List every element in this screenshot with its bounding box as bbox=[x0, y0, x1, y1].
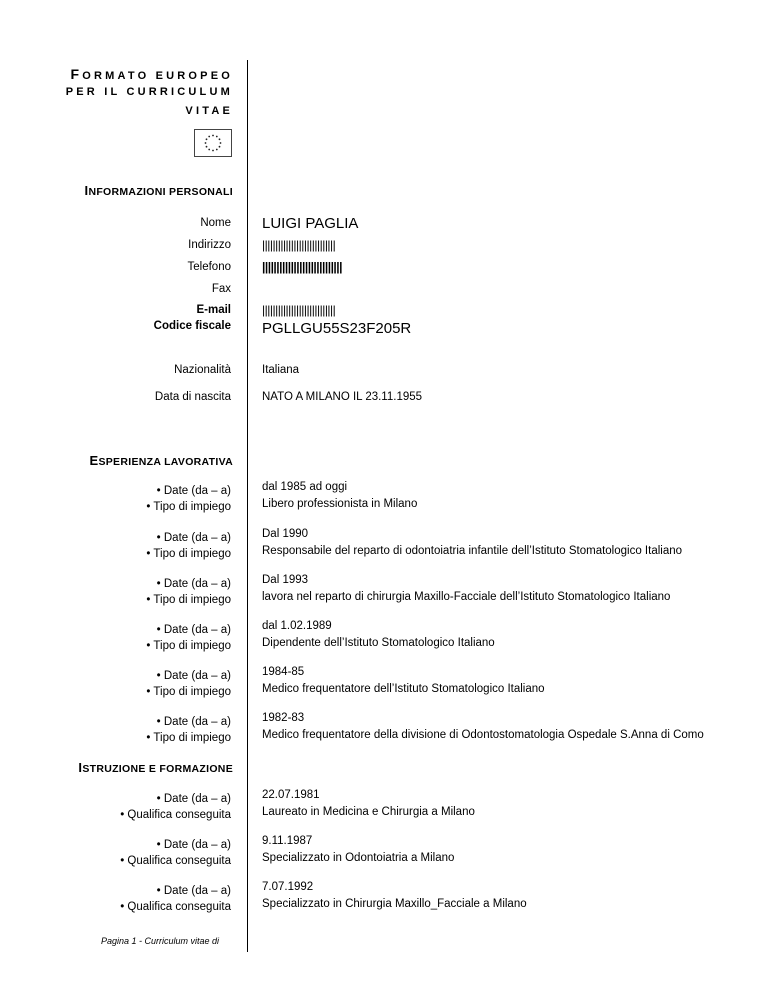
experience-tipo: Medico frequentatore della divisione di Odontostomatologia Ospedale S.Anna di Como bbox=[262, 729, 704, 741]
date-label: • Date (da – a) bbox=[156, 793, 231, 805]
nazionalita-label: Nazionalità bbox=[174, 364, 231, 376]
section-work-experience: ESPERIENZA LAVORATIVA bbox=[89, 453, 233, 468]
experience-tipo: Libero professionista in Milano bbox=[262, 498, 418, 510]
education-date: 22.07.1981 bbox=[262, 789, 320, 801]
experience-tipo: lavora nel reparto di chirurgia Maxillo-Facciale dell’Istituto Stomatologico Italiano bbox=[262, 591, 671, 603]
qualifica-label: • Qualifica conseguita bbox=[120, 855, 231, 867]
date-label: • Date (da – a) bbox=[156, 716, 231, 728]
tipo-label: • Tipo di impiego bbox=[146, 501, 231, 513]
tipo-label: • Tipo di impiego bbox=[146, 732, 231, 744]
education-date: 7.07.1992 bbox=[262, 881, 314, 893]
data-nascita-value: NATO A MILANO IL 23.11.1955 bbox=[262, 391, 423, 403]
telefono-value: |||||||||||||||||||||||||||| bbox=[262, 260, 343, 274]
experience-date: dal 1.02.1989 bbox=[262, 620, 332, 632]
email-value: |||||||||||||||||||||||||||| bbox=[262, 303, 336, 317]
education-qualifica: Specializzato in Odontoiatria a Milano bbox=[262, 852, 455, 864]
codice-fiscale-value: PGLLGU55S23F205R bbox=[262, 320, 412, 337]
column-divider bbox=[247, 60, 248, 952]
codice-fiscale-label: Codice fiscale bbox=[153, 320, 231, 332]
data-nascita-label: Data di nascita bbox=[154, 391, 231, 403]
education-date: 9.11.1987 bbox=[262, 835, 313, 847]
education-qualifica: Laureato in Medicina e Chirurgia a Milano bbox=[262, 806, 475, 818]
education-qualifica: Specializzato in Chirurgia Maxillo_Facciale a Milano bbox=[262, 898, 527, 910]
qualifica-label: • Qualifica conseguita bbox=[120, 809, 231, 821]
tipo-label: • Tipo di impiego bbox=[146, 686, 231, 698]
date-label: • Date (da – a) bbox=[156, 624, 231, 636]
experience-date: 1982-83 bbox=[262, 712, 305, 724]
experience-date: dal 1985 ad oggi bbox=[262, 481, 348, 493]
nazionalita-value: Italiana bbox=[262, 364, 300, 376]
date-label: • Date (da – a) bbox=[156, 839, 231, 851]
date-label: • Date (da – a) bbox=[156, 578, 231, 590]
cv-title-line-2: PER IL CURRICULUM bbox=[65, 86, 233, 98]
eu-flag-icon bbox=[194, 129, 232, 157]
tipo-label: • Tipo di impiego bbox=[146, 594, 231, 606]
experience-date: Dal 1993 bbox=[262, 574, 309, 586]
experience-tipo: Medico frequentatore dell’Istituto Stomatologico Italiano bbox=[262, 683, 545, 695]
date-label: • Date (da – a) bbox=[156, 532, 231, 544]
tipo-label: • Tipo di impiego bbox=[146, 548, 231, 560]
qualifica-label: • Qualifica conseguita bbox=[120, 901, 231, 913]
experience-tipo: Responsabile del reparto di odontoiatria infantile dell’Istituto Stomatologico Italiano bbox=[262, 545, 683, 557]
experience-date: Dal 1990 bbox=[262, 528, 309, 540]
nome-value: LUIGI PAGLIA bbox=[262, 215, 359, 232]
email-label: E-mail bbox=[196, 304, 231, 316]
cv-title-line-1: FORMATO EUROPEO bbox=[70, 66, 233, 82]
section-education: ISTRUZIONE E FORMAZIONE bbox=[78, 760, 233, 775]
page-footer: Pagina 1 - Curriculum vitae di bbox=[101, 936, 220, 946]
date-label: • Date (da – a) bbox=[156, 670, 231, 682]
section-personal-info: INFORMAZIONI PERSONALI bbox=[84, 183, 233, 198]
experience-tipo: Dipendente dell’Istituto Stomatologico Italiano bbox=[262, 637, 495, 649]
tipo-label: • Tipo di impiego bbox=[146, 640, 231, 652]
experience-date: 1984-85 bbox=[262, 666, 305, 678]
fax-label: Fax bbox=[211, 283, 231, 295]
nome-label: Nome bbox=[200, 217, 231, 229]
indirizzo-label: Indirizzo bbox=[188, 239, 231, 251]
indirizzo-value: |||||||||||||||||||||||||||| bbox=[262, 238, 336, 252]
date-label: • Date (da – a) bbox=[156, 885, 231, 897]
date-label: • Date (da – a) bbox=[156, 485, 231, 497]
telefono-label: Telefono bbox=[187, 261, 231, 273]
cv-title-line-3: VITAE bbox=[185, 105, 233, 117]
